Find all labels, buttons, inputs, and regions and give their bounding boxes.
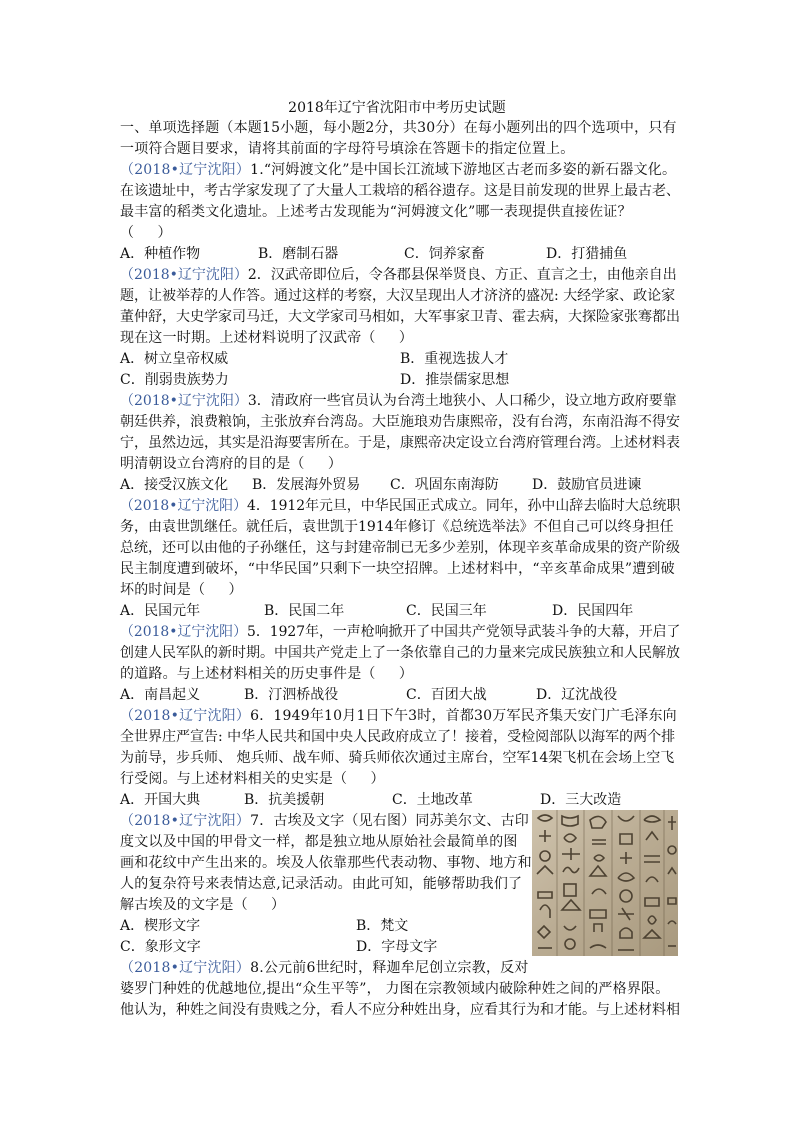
q1-option-a: A．种植作物 bbox=[120, 246, 201, 262]
q4-option-b: B．民国二年 bbox=[264, 603, 345, 619]
question-7-text: 解古埃及的文字是（ ） bbox=[120, 897, 286, 913]
question-5-text: 创建人民军队的新时期。中国共产党走上了一条依靠自己的力量来完成民族独立和人民解放 bbox=[120, 645, 680, 661]
question-1-text: 在该遗址中，考古学家发现了了大量人工栽培的稻谷遗存。这是目前发现的世界上最古老、 bbox=[120, 183, 680, 199]
question-6-text: 全世界庄严宣告: 中华人民共和国中央人民政府成立了！接着，受检阅部队以海军的两个排 bbox=[120, 729, 676, 745]
question-4-text: 务，由袁世凯继任。就任后，袁世凯于1914年修订《总统选举法》不但自己可以终身担任 bbox=[120, 519, 674, 535]
q5-option-c: C．百团大战 bbox=[406, 687, 487, 703]
q3-option-c: C．巩固东南海防 bbox=[390, 477, 499, 493]
question-6-text: 为前导，步兵师、 炮兵师、战车师、骑兵师依次通过主席台，空军14架飞机在会场上空飞 bbox=[120, 750, 675, 766]
question-6-text: 行受阅。与上述材料相关的史实是（ ） bbox=[120, 771, 385, 787]
q2-option-d: D．推崇儒家思想 bbox=[400, 372, 510, 388]
q5-option-b: B．汀泗桥战役 bbox=[244, 687, 339, 703]
page-title: 2018年辽宁省沈阳市中考历史试题 bbox=[288, 100, 506, 116]
question-1: （2018•辽宁沈阳）1.“河姆渡文化”是中国长江流域下游地区古老而多姿的新石器文化。 bbox=[120, 162, 677, 178]
q7-option-a: A．楔形文字 bbox=[120, 918, 201, 934]
question-7-text: 人的复杂符号来表情达意,记录活动。由此可知，能够帮助我们了 bbox=[120, 876, 523, 892]
section-instructions-line1: 一、单项选择题（本题15小题，每小题2分，共30分）在每小题列出的四个选项中，只有 bbox=[120, 120, 677, 136]
question-4-text: 民主制度遭到破坏，“中华民国”只剩下一块空招牌。上述材料中，“辛亥革命成果”遭到破 bbox=[120, 561, 675, 577]
question-source-tag: （2018•辽宁沈阳） bbox=[120, 162, 251, 178]
q4-option-d: D．民国四年 bbox=[552, 603, 634, 619]
question-1-text: 最丰富的稻类文化遗址。上述考古发现能为“河姆渡文化”哪一表现提供直接佐证？ bbox=[120, 204, 632, 220]
question-4-text: 总统，还可以由他的子孙继任，这与封建帝制已无多少差别，体现辛亥革命成果的资产阶级 bbox=[120, 540, 680, 556]
q7-option-d: D．字母文字 bbox=[356, 939, 438, 955]
q7-option-c: C．象形文字 bbox=[120, 939, 201, 955]
question-4-text: 坏的时间是（ ） bbox=[120, 582, 243, 598]
q3-option-d: D．鼓励官员进谏 bbox=[532, 477, 642, 493]
question-6: （2018•辽宁沈阳）6．1949年10月1日下午3时，首都30万军民齐集天安门广毛泽东向 bbox=[120, 708, 677, 724]
q3-option-a: A．接受汉族文化 bbox=[120, 477, 229, 493]
question-8-text: 他认为，种姓之间没有贵贱之分，看人不应分种姓出身，应看其行为和才能。与上述材料相 bbox=[120, 1002, 680, 1018]
question-8-text: 婆罗门种姓的优越地位,提出“众生平等”， 力图在宗教领域内破除种姓之间的严格界限。 bbox=[120, 981, 670, 997]
q2-option-c: C．削弱贵族势力 bbox=[120, 372, 229, 388]
q4-option-c: C．民国三年 bbox=[406, 603, 487, 619]
question-2-text: 现在这一时期。上述材料说明了汉武帝（ ） bbox=[120, 330, 414, 346]
section-instructions-line2: 一项符合题目要求，请将其前面的字母符号填涂在答题卡的指定位置上。 bbox=[120, 141, 575, 157]
question-3-text: 朝廷供养，浪费粮饷，主张放弃台湾岛。大臣施琅劝告康熙帝，没有台湾，东南沿海不得安 bbox=[120, 414, 680, 430]
q6-option-c: C．土地改革 bbox=[392, 792, 473, 808]
question-1-blank: （ ） bbox=[120, 225, 172, 241]
q5-option-a: A．南昌起义 bbox=[120, 687, 201, 703]
question-7: （2018•辽宁沈阳）7．古埃及文字（见右图）同苏美尔文、古印 bbox=[120, 813, 529, 829]
question-5-text: 的道路。与上述材料相关的历史事件是（ ） bbox=[120, 666, 414, 682]
q2-option-b: B．重视选拔人才 bbox=[400, 351, 509, 367]
q3-option-b: B．发展海外贸易 bbox=[252, 477, 361, 493]
question-4: （2018•辽宁沈阳）4．1912年元旦，中华民国正式成立。同年，孙中山辞去临时大总统职 bbox=[120, 498, 681, 514]
question-3-text: 明清朝设立台湾府的目的是（ ） bbox=[120, 456, 343, 472]
q6-option-a: A．开国大典 bbox=[120, 792, 201, 808]
q1-option-b: B．磨制石器 bbox=[258, 246, 339, 262]
q4-option-a: A．民国元年 bbox=[120, 603, 201, 619]
q6-option-b: B．抗美援朝 bbox=[244, 792, 325, 808]
q5-option-d: D．辽沈战役 bbox=[536, 687, 618, 703]
question-5: （2018•辽宁沈阳）5．1927年，一声枪响掀开了中国共产党领导武装斗争的大幕，开启了 bbox=[120, 624, 681, 640]
q6-option-d: D．三大改造 bbox=[540, 792, 622, 808]
q1-option-d: D．打猎捕鱼 bbox=[546, 246, 628, 262]
egyptian-hieroglyphs-image bbox=[532, 810, 678, 956]
q2-option-a: A．树立皇帝权威 bbox=[120, 351, 229, 367]
q7-option-b: B．梵文 bbox=[356, 918, 409, 934]
question-2-text: 题，让被举荐的人作答。通过这样的考察，大汉呈现出人才济济的盛况: 大经学家、政论家 bbox=[120, 288, 676, 304]
question-2: （2018•辽宁沈阳）2．汉武帝即位后，令各郡县保举贤良、方正、直言之士，由他亲自出 bbox=[120, 267, 677, 283]
question-3-text: 宁，虽然边远，其实是沿海要害所在。于是，康熙帝决定设立台湾府管理台湾。上述材料表 bbox=[120, 435, 680, 451]
question-8: （2018•辽宁沈阳）8.公元前6世纪时，释迦牟尼创立宗教，反对 bbox=[120, 960, 529, 976]
question-7-text: 度文以及中国的甲骨文一样，都是独立地从原始社会最简单的图 bbox=[120, 834, 518, 850]
question-2-text: 董仲舒，大史学家司马迁，大文学家司马相如，大军事家卫青、霍去病，大探险家张骞都出 bbox=[120, 309, 680, 325]
question-7-text: 画和花纹中产生出来的。埃及人依靠那些代表动物、事物、地方和 bbox=[120, 855, 532, 871]
q1-option-c: C．饲养家畜 bbox=[404, 246, 485, 262]
question-3: （2018•辽宁沈阳）3．清政府一些官员认为台湾土地狭小、人口稀少，设立地方政府要靠 bbox=[120, 393, 677, 409]
